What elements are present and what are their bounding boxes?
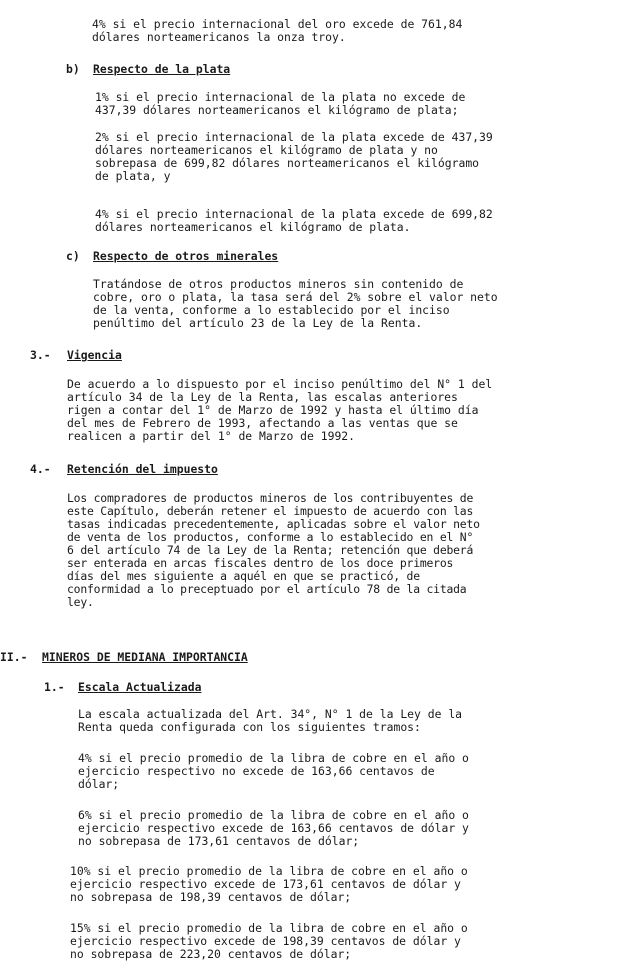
section-3-text: De acuerdo a lo dispuesto por el inciso penúltimo del N° 1 del artículo 34 de la Ley de la Renta, las escalas anteriores rigen a contar del 1° de Marzo de 1992 y hasta el último día del mes de Febrero de 1993, afectando a las ventas que se realicen a partir del 1° de Marzo de 1992. [67, 377, 493, 443]
copper-rate-item-2: 6% si el precio promedio de la libra de cobre en el año o ejercicio respectivo excede de 163,66 centavos de dólar y no sobrepasa de 173,61 centavos de dólar; [78, 808, 469, 848]
section-c-heading: Respecto de otros minerales [93, 249, 279, 263]
copper-rate-item-3: 10% si el precio promedio de la libra de cobre en el año o ejercicio respectivo excede de 173,61 centavos de dólar y no sobrepasa de 198,39 centavos de dólar; [70, 864, 468, 904]
section-4-heading: Retención del impuesto [67, 462, 218, 476]
section-b-label: b) [66, 62, 80, 76]
section-b-heading: Respecto de la plata [93, 62, 231, 76]
chapter-ii-number: II.- [0, 650, 28, 664]
subsection-1-number: 1.- [44, 680, 65, 694]
silver-rate-item-2: 2% si el precio internacional de la plata excede de 437,39 dólares norteamericanos el kilógramo de plata y no sobrepasa de 699,82 dólares norteamericanos el kilógramo de plata, y [95, 130, 493, 183]
silver-rate-item-1: 1% si el precio internacional de la plata no excede de 437,39 dólares norteamericanos el kilógramo de plata; [95, 90, 466, 117]
section-c-text: Tratándose de otros productos mineros sin contenido de cobre, oro o plata, la tasa será del 2% sobre el valor neto de la venta, conforme a lo establecido por el inciso penúltimo del artículo 23 de la Ley de la Renta. [93, 277, 498, 330]
chapter-ii-heading: MINEROS DE MEDIANA IMPORTANCIA [42, 650, 248, 664]
copper-rate-item-4: 15% si el precio promedio de la libra de cobre en el año o ejercicio respectivo excede de 198,39 centavos de dólar y no sobrepasa de 223,20 centavos de dólar; [70, 921, 468, 961]
section-4-number: 4.- [30, 462, 51, 476]
section-3-number: 3.- [30, 348, 51, 362]
section-4-text: Los compradores de productos mineros de los contribuyentes de este Capítulo, deberán retener el impuesto de acuerdo con las tasas indicadas precedentemente, aplicadas sobre el valor neto de venta de los productos, conforme a lo establecido en el N° 6 del artículo 74 de la Ley de la Renta; retención que deberá ser enterada en arcas fiscales dentro de los doce primeros días del mes siguiente a aquél en que se practicó, de conformidad a lo preceptuado por el artículo 78 de la citada ley. [67, 491, 480, 609]
subsection-1-intro: La escala actualizada del Art. 34°, N° 1 de la Ley de la Renta queda configurada con los siguientes tramos: [78, 707, 463, 734]
subsection-1-heading: Escala Actualizada [78, 680, 202, 694]
silver-rate-item-3: 4% si el precio internacional de la plata excede de 699,82 dólares norteamericanos el kilógramo de plata. [95, 207, 493, 234]
section-c-label: c) [66, 249, 80, 263]
gold-rate-item: 4% si el precio internacional del oro excede de 761,84 dólares norteamericanos la onza troy. [92, 17, 463, 44]
copper-rate-item-1: 4% si el precio promedio de la libra de cobre en el año o ejercicio respectivo no excede de 163,66 centavos de dólar; [78, 751, 469, 791]
section-3-heading: Vigencia [67, 348, 122, 362]
